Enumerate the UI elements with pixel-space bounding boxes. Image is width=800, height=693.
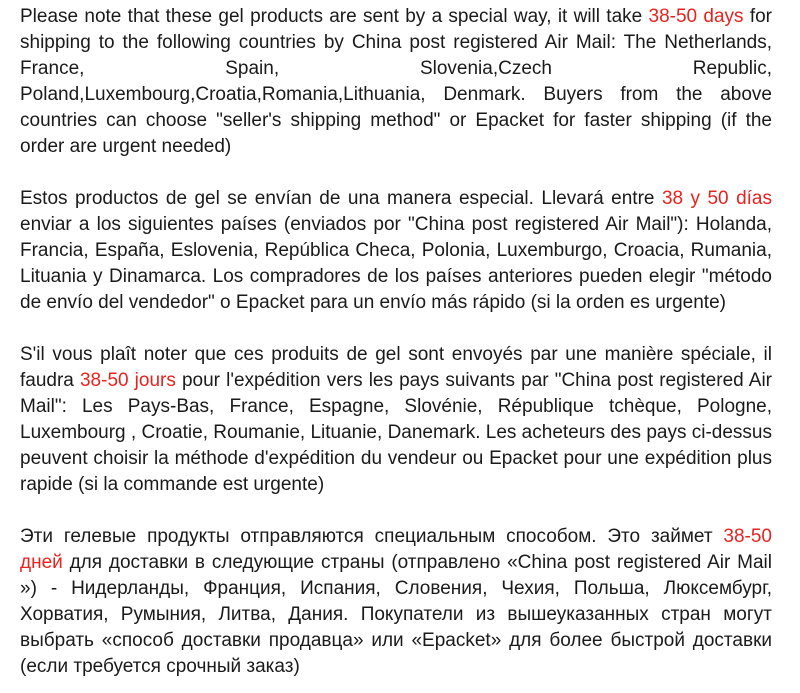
spanish-delivery-time: 38 y 50 días [661,188,772,209]
english-text-after: for shipping to the following countries by China post registered Air Mail: The Netherlands, France, Spain, Slovenia,Czech Republic, Poland,Luxembourg,Croatia,Romania,Lithuania, Denmark. Buyers from the above countries can choose "seller's shipping method" or Epacket for faster shipping (if the order are urgent needed) [20,6,772,157]
french-text-after: pour l'expédition vers les pays suivants par "China post registered Air Mail": Les Pays-Bas, France, Espagne, Slovénie, République tchèque, Pologne, Luxembourg , Croatie, Roumanie, Lituanie, Danemark. Les acheteurs des pays ci-dessus peuvent choisir la méthode d'expédition du vendeur ou Epacket pour une expédition plus rapide (si la commande est urgente) [20,370,772,495]
spanish-text-after: enviar a los siguientes países (enviados por "China post registered Air Mail"): Holanda, Francia, España, Eslovenia, República Checa, Polonia, Luxemburgo, Croacia, Rumania, Lituania y Dinamarca. Los compradores de los países anteriores pueden elegir "método de envío del vendedor" o Epacket para un envío más rápido (si la orden es urgente) [20,214,772,313]
paragraph-russian [20,524,772,680]
russian-delivery-time: 38-50 дней [20,526,772,573]
french-delivery-time: 38-50 jours [79,370,176,391]
russian-text-after: для доставки в следующие страны (отправлено «China post registered Air Mail ») - Нидерланды, Франция, Испания, Словения, Чехия, Польша, Люксембург, Хорватия, Румыния, Литва, Дания. Покупатели из вышеуказанных стран могут выбрать «способ доставки продавца» или «Epacket» для более быстрой доставки (если требуется срочный заказ) [20,552,772,677]
shipping-notice [20,4,772,680]
paragraph-french [20,342,772,498]
paragraph-spanish [20,186,772,316]
russian-text-before: Эти гелевые продукты отправляются специальным способом. Это займет [20,526,724,547]
english-text-before: Please note that these gel products are sent by a special way, it will take [20,6,649,27]
spanish-text-before: Estos productos de gel se envían de una manera especial. Llevará entre [20,188,662,209]
paragraph-english [20,4,772,160]
french-text-before: S'il vous plaît noter que ces produits de gel sont envoyés par une manière spéciale, il faudra [20,344,772,391]
english-delivery-time: 38-50 days [648,6,744,27]
